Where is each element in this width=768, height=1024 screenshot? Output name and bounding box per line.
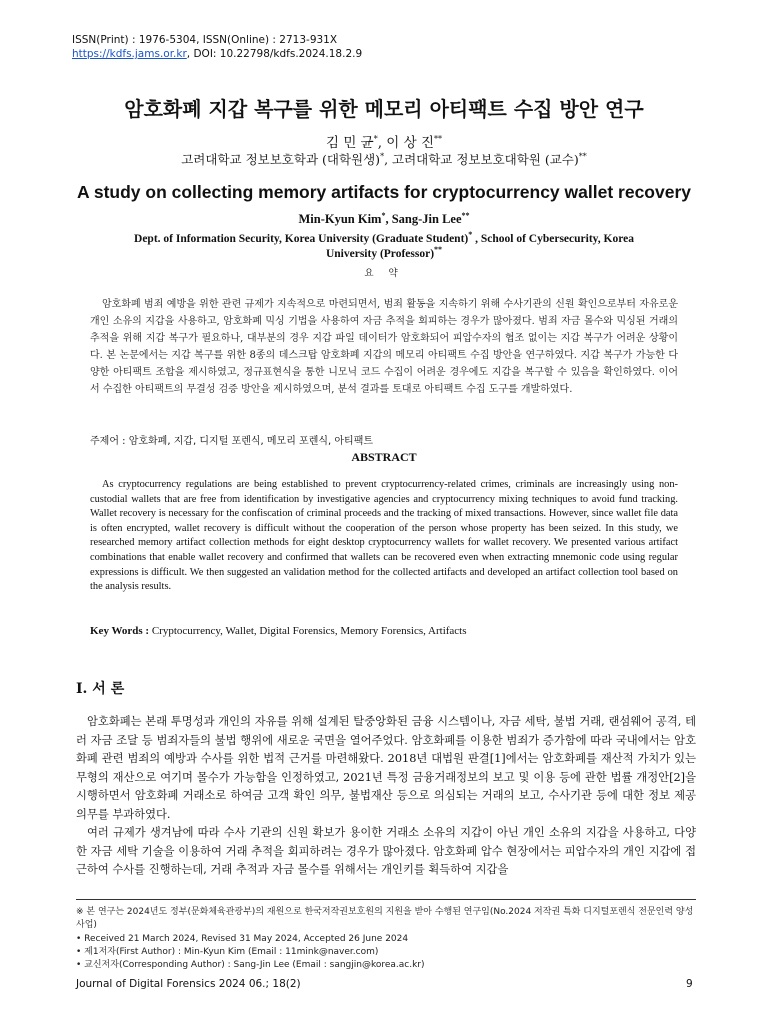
abstract-en-heading: ABSTRACT <box>351 450 417 464</box>
footnote-corresponding-author: • 교신저자(Corresponding Author) : Sang-Jin Lee (Email : sangjin@korea.ac.kr) <box>76 960 425 970</box>
aff-ko-part1: 고려대학교 정보보호학과 (대학원생) <box>181 152 381 167</box>
keywords-english <box>90 625 467 637</box>
aff-ko-sup2: ** <box>578 151 587 161</box>
intro-paragraph: 여러 규제가 생겨남에 따라 수사 기관의 신원 확보가 용이한 거래소 소유의 지갑이 아닌 개인 소유의 지갑을 사용하고, 다양한 자금 세탁 기술을 이용하여 거래 추적을 회피하려는 경우가 많아졌다. 암호화폐 압수 현장에서는 피압수자의 개인 지갑에 접근하여 수사를 진행하는데, 거래 추적과 자금 몰수를 위해서는 개인키를 획득하여 지갑을 <box>76 826 696 876</box>
abstract-korean: 암호화폐 범죄 예방을 위한 관련 규제가 지속적으로 마련되면서, 범죄 활동을 지속하기 위해 수사기관의 신원 확인으로부터 자유로운 개인 소유의 지갑을 사용하고, 암호화폐 믹싱 기법을 사용하여 자금 추적을 회피하는 경우가 많아졌다. 범죄 자금 몰수와 믹싱된 거래의 추적을 위해 지갑 복구가 필요하나, 대부분의 경우 지갑 파일 데이터가 암호화되어 피압수자의 협조 없이는 지갑 복구가 어려운 상황이다. 본 논문에서는 지갑 복구를 위한 8종의 데스크탑 암호화폐 지갑의 메모리 아티팩트 수집 방안을 연구하였다. 지갑 복구가 가능한 다양한 아티팩트 조합을 제시하였고, 정규표현식을 통한 니모닉 코드 수집이 어려운 경우에도 지갑을 복구할 수 있음을 확인하였다. 이어서 수집한 아티팩트의 무결성 검증 방안을 제시하였으며, 분석 결과를 토대로 아티팩트 수집 도구를 개발하였다. <box>90 299 678 395</box>
aff-ko-part2: , 고려대학교 정보보호대학원 (교수) <box>384 152 579 167</box>
footnote-first-author: • 제1저자(First Author) : Min-Kyun Kim (Email : 11mink@naver.com) <box>76 947 379 957</box>
author2-en-sup: ** <box>461 210 470 220</box>
author2-en: , Sang-Jin Lee <box>385 212 462 226</box>
aff-en-sup2: ** <box>434 245 443 255</box>
url-doi-line <box>72 47 362 61</box>
keywords-korean: 주제어 : 암호화폐, 지갑, 디지털 포렌식, 메모리 포렌식, 아티팩트 <box>90 436 374 447</box>
issn-line: ISSN(Print) : 1976-5304, ISSN(Online) : 2713-931X <box>72 34 338 46</box>
footnote-funding: ※ 본 연구는 2024년도 정부(문화체육관광부)의 재원으로 한국저작권보호원의 지원을 받아 수행된 연구임(No.2024 저작권 특화 디지털포렌식 전문인력 양성사업) <box>76 907 694 930</box>
footer-journal: Journal of Digital Forensics 2024 06.; 18(2) <box>76 978 301 990</box>
authors-korean <box>0 131 768 151</box>
intro-body <box>76 713 696 880</box>
aff-en-part1: Dept. of Information Security, Korea University (Graduate Student) <box>134 233 469 245</box>
keywords-en-value: Cryptocurrency, Wallet, Digital Forensics, Memory Forensics, Artifacts <box>151 625 467 637</box>
intro-paragraph: 암호화폐는 본래 투명성과 개인의 자유를 위해 설계된 탈중앙화된 금융 시스템이나, 자금 세탁, 불법 거래, 랜섬웨어 공격, 테러 자금 조달 등 범죄자들의 불법 행위에 새로운 국면을 열어주었다. 암호화폐를 이용한 범죄가 증가함에 따라 국내에서는 암호화폐 관련 범죄의 예방과 수사를 위한 법적 근거를 마련해왔다. 2018년 대법원 판결[1]에서는 암호화폐를 재산적 가치가 있는 무형의 재산으로 여기며 몰수가 가능함을 인정하였고, 2021년 특정 금융거래정보의 보고 및 이용 등에 관한 법률 개정안[2]을 시행하면서 암호화폐 거래소로 하여금 고객 확인 의무, 불법재산 등으로 의심되는 거래의 보고, 수사기관 등에 대한 정보 제공 의무를 부과하였다. <box>76 715 696 821</box>
journal-link[interactable]: https://kdfs.jams.or.kr <box>72 48 187 60</box>
section-heading-intro: Ⅰ. 서 론 <box>76 681 125 697</box>
affiliation-english <box>110 232 658 262</box>
footnote-divider <box>76 899 696 900</box>
abstract-ko-heading: 요 약 <box>364 268 404 279</box>
aff-ko-sup1: * <box>380 151 385 161</box>
keywords-en-label: Key Words : <box>90 625 152 637</box>
title-korean: 암호화폐 지갑 복구를 위한 메모리 아티팩트 수집 방안 연구 <box>124 97 644 121</box>
author1-en-sup: * <box>381 210 386 220</box>
author1-en: Min-Kyun Kim <box>298 212 382 226</box>
title-english: A study on collecting memory artifacts for cryptocurrency wallet recovery <box>77 182 691 202</box>
author2-ko-sup: ** <box>434 134 442 144</box>
aff-en-part2: , School of Cybersecurity, Korea University (Professor) <box>325 233 634 260</box>
author1-ko-sup: * <box>373 134 378 144</box>
author1-ko: 김 민 균 <box>325 135 374 151</box>
affiliation-korean <box>0 150 768 168</box>
page-number: 9 <box>686 978 693 990</box>
abstract-english: As cryptocurrency regulations are being established to prevent cryptocurrency-related crimes, criminals are increasingly using non-custodial wallets that are free from identification by investigative agencies and cryptocurrency mixing techniques to avoid fund tracking. Wallet recovery is necessary for the confiscation of criminal proceeds and the tracking of mixed transactions. However, since wallet file data is often encrypted, wallet recovery is difficult without the cooperation of the person whose property has been seized. In this study, we researched memory artifact collection methods for eight desktop cryptocurrency wallets for wallet recovery. We presented various artifact combinations that enable wallet recovery and confirmed that wallets can be recovered even when extracting mnemonic code using regular expressions is difficult. We then suggested an validation method for the collected artifacts and developed an artifact collection tool based on the analysis results. <box>90 479 678 593</box>
authors-english <box>0 212 768 227</box>
author2-ko: , 이 상 진 <box>377 135 434 151</box>
doi-text: , DOI: 10.22798/kdfs.2024.18.2.9 <box>186 48 363 60</box>
aff-en-sup1: * <box>468 230 473 240</box>
footnote-dates: • Received 21 March 2024, Revised 31 May 2024, Accepted 26 June 2024 <box>76 934 409 944</box>
